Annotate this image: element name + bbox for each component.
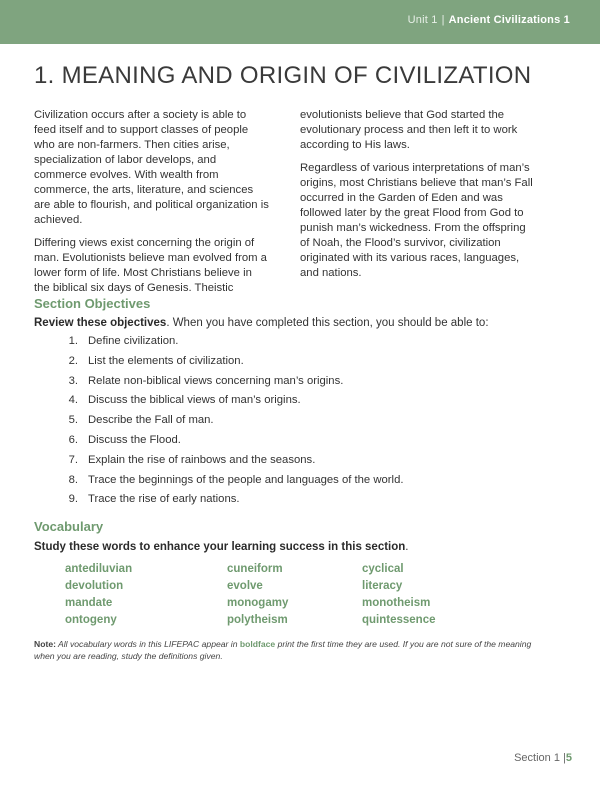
intro-column-right bbox=[300, 108, 538, 289]
vocab-word: literacy bbox=[362, 580, 403, 592]
running-header bbox=[408, 14, 570, 26]
objective-text: Discuss the biblical views of man’s origins. bbox=[88, 394, 301, 407]
note-label: Note: bbox=[34, 639, 56, 649]
vocab-word: ontogeny bbox=[65, 614, 117, 626]
objectives-list bbox=[50, 335, 404, 513]
objective-text: Explain the rise of rainbows and the seasons. bbox=[88, 453, 316, 466]
page-footer bbox=[514, 752, 572, 764]
vocab-word: polytheism bbox=[227, 614, 288, 626]
note-text-part2: print the first time they are used. If you are not sure of the meaning when you are reading, study the definitions given. bbox=[34, 639, 532, 661]
objectives-heading: Section Objectives bbox=[34, 296, 151, 311]
unit-label: Unit 1 bbox=[407, 14, 438, 26]
objective-text: Define civilization. bbox=[88, 335, 179, 347]
vocabulary-lead-bold: Study these words to enhance your learning success in this section bbox=[34, 541, 406, 553]
objective-item bbox=[50, 414, 404, 434]
vocabulary-lead bbox=[34, 541, 409, 553]
footer-section: Section 1 bbox=[514, 752, 560, 764]
objective-item bbox=[50, 434, 404, 454]
objectives-lead bbox=[34, 317, 489, 329]
footer-separator: | bbox=[563, 752, 566, 764]
objective-text: Trace the beginnings of the people and languages of the world. bbox=[88, 473, 404, 486]
vocab-word: monogamy bbox=[227, 597, 289, 609]
objective-item bbox=[50, 474, 404, 494]
objective-item bbox=[50, 454, 404, 474]
objective-number: 4. bbox=[68, 394, 78, 407]
vocabulary-list bbox=[65, 562, 505, 628]
intro-paragraph: evolutionists believe that God started the evolutionary process and then left it to work according to His laws. bbox=[300, 109, 518, 151]
header-separator: | bbox=[441, 14, 445, 26]
objectives-lead-bold: Review these objectives bbox=[34, 317, 167, 329]
note-text-part1: All vocabulary words in this LIFEPAC appear in bbox=[55, 639, 240, 649]
vocabulary-lead-rest: . bbox=[405, 541, 409, 553]
objective-item bbox=[50, 335, 404, 355]
vocab-word: antediluvian bbox=[65, 563, 133, 575]
objective-number: 2. bbox=[68, 354, 78, 367]
intro-column-left bbox=[34, 108, 270, 304]
page-number: 5 bbox=[565, 752, 572, 764]
vocab-word: monotheism bbox=[362, 597, 431, 609]
vocab-word: evolve bbox=[227, 580, 263, 592]
vocab-word: devolution bbox=[65, 580, 124, 592]
objectives-lead-rest: . When you have completed this section, you should be able to: bbox=[166, 317, 489, 329]
intro-paragraph: Civilization occurs after a society is able to feed itself and to support classes of people who are non-farmers. Then cities arise, specialization of labor develops, and commerce evolves. With wealth from commerce, the arts, literature, and sciences are able to flourish, and political organization is achieved. bbox=[34, 109, 269, 226]
unit-title: Ancient Civilizations 1 bbox=[448, 14, 570, 26]
objective-number: 9. bbox=[68, 493, 78, 506]
page-title: 1. MEANING AND ORIGIN OF CIVILIZATION bbox=[34, 62, 532, 89]
vocabulary-note bbox=[34, 638, 534, 662]
objective-text: List the elements of civilization. bbox=[88, 354, 244, 367]
intro-paragraph: Differing views exist concerning the origin of man. Evolutionists believe man evolved from a lower form of life. Most Christians believe in the biblical six days of Genesis. Theistic bbox=[34, 237, 267, 294]
objective-text: Trace the rise of early nations. bbox=[88, 493, 240, 506]
objective-number: 7. bbox=[68, 453, 78, 466]
objective-text: Relate non-biblical views concerning man’s origins. bbox=[88, 374, 344, 387]
objective-number: 8. bbox=[68, 473, 78, 486]
objective-item bbox=[50, 375, 404, 395]
objective-item bbox=[50, 355, 404, 375]
objective-text: Discuss the Flood. bbox=[88, 433, 181, 446]
vocabulary-heading: Vocabulary bbox=[34, 519, 104, 534]
objective-number: 1. bbox=[68, 335, 78, 347]
note-boldface-word: boldface bbox=[239, 639, 276, 649]
objective-item bbox=[50, 493, 404, 513]
vocab-word: cuneiform bbox=[227, 563, 283, 575]
header-bar bbox=[0, 0, 600, 44]
vocab-word: quintessence bbox=[362, 614, 436, 626]
objective-item bbox=[50, 394, 404, 414]
vocab-word: mandate bbox=[65, 597, 113, 609]
objective-number: 6. bbox=[68, 433, 78, 446]
objective-text: Describe the Fall of man. bbox=[88, 414, 214, 427]
objective-number: 3. bbox=[68, 374, 78, 387]
objective-number: 5. bbox=[68, 414, 78, 427]
intro-paragraph: Regardless of various interpretations of man’s origins, most Christians believe that man’s Fall occurred in the Garden of Eden and was followed later by the great Flood from God to punish man’s wickedness. From the offspring of Noah, the Flood’s survivor, civilization originated with its various races, languages, and nations. bbox=[300, 162, 533, 279]
vocab-word: cyclical bbox=[362, 563, 404, 575]
